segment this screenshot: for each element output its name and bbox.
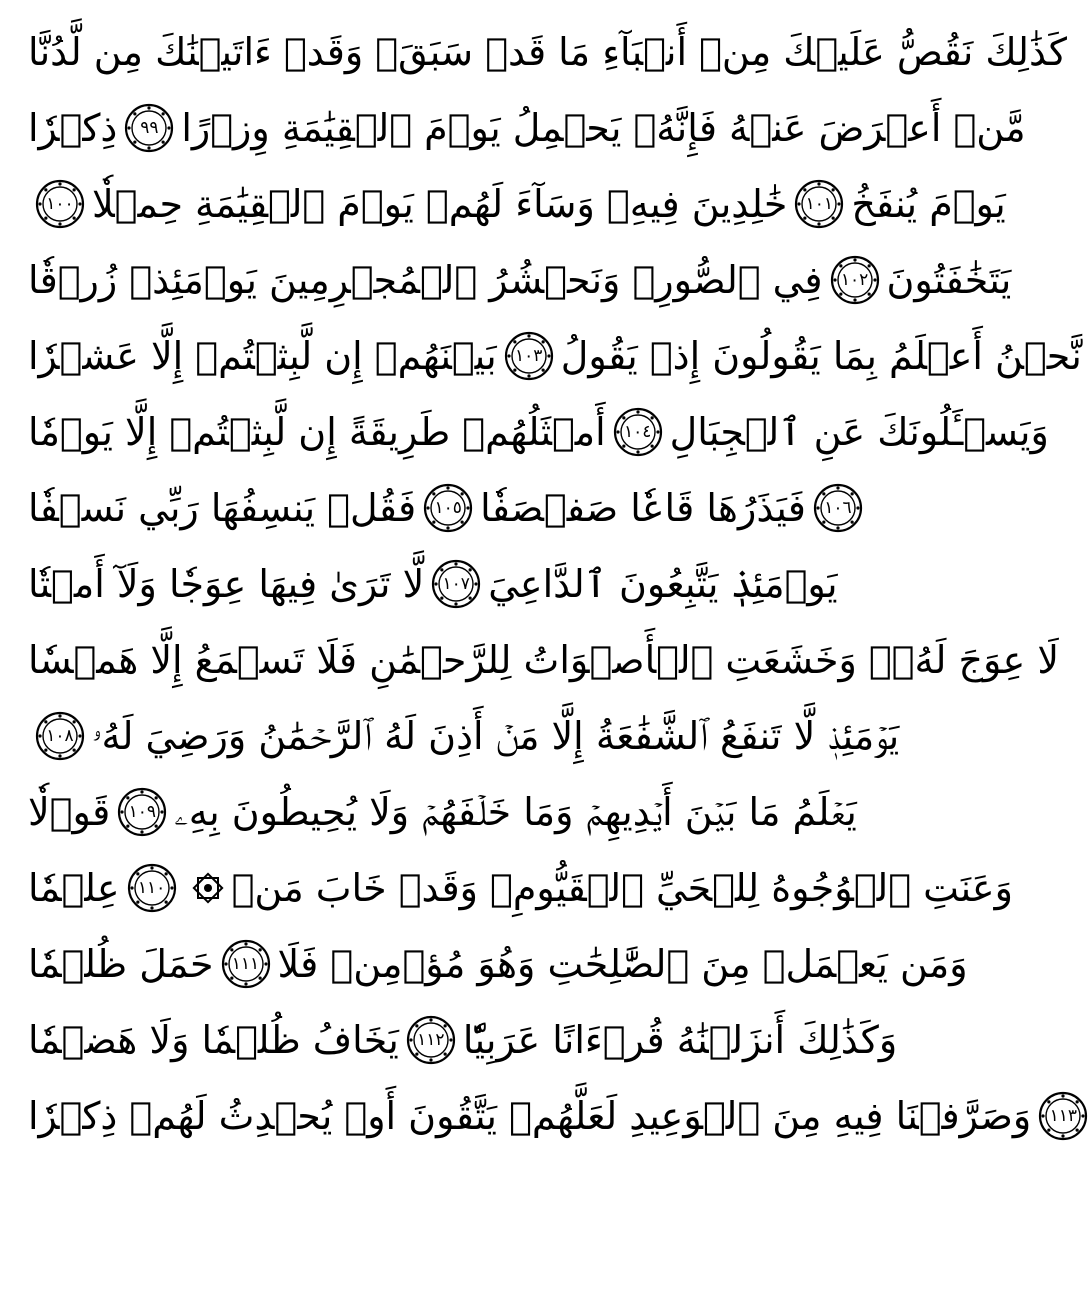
verse-text: يَوۡمَئِذٖ يَتَّبِعُونَ ٱلدَّاعِيَ	[488, 562, 838, 606]
text-line	[28, 166, 1006, 242]
ayah-number: ١١٣	[1049, 1105, 1077, 1126]
verse-text: كَذَٰلِكَ نَقُصُّ عَلَيۡكَ مِنۡ أَنۢبَآءِ مَا قَدۡ سَبَقَۚ وَقَدۡ ءَاتَيۡنَٰكَ مِن لَّدُنَّا	[28, 30, 1067, 74]
text-line	[28, 622, 1060, 698]
verse-text: يَتَخَٰفَتُونَ	[886, 258, 1012, 302]
ayah-number-marker	[793, 178, 845, 230]
ayah-number: ١٠٩	[128, 801, 156, 822]
rub-el-hizb-icon	[190, 870, 226, 906]
ayah-number-marker	[503, 330, 555, 382]
ayah-number-marker	[829, 254, 881, 306]
verse-text: وَكَذَٰلِكَ أَنزَلۡنَٰهُ قُرۡءَانًا عَرَبِيّٗا	[462, 1018, 898, 1062]
ayah-number: ١٠٠	[46, 193, 74, 214]
ayah-number: ٩٩	[140, 117, 159, 138]
ayah-number-marker	[430, 558, 482, 610]
verse-text: لَّا تَرَىٰ فِيهَا عِوَجٗا وَلَآ أَمۡتٗا	[28, 562, 425, 606]
ayah-number: ١١٠	[137, 877, 166, 898]
verse-text: فَيَذَرُهَا قَاعٗا صَفۡصَفٗا	[480, 486, 806, 530]
verse-text: نَّحۡنُ أَعۡلَمُ بِمَا يَقُولُونَ إِذۡ يَقُولُ	[560, 334, 1082, 378]
text-line	[28, 394, 1049, 470]
ayah-number: ١٠٦	[824, 497, 852, 518]
verse-text: لَا عِوَجَ لَهُۥۖ وَخَشَعَتِ ٱلۡأَصۡوَاتُ لِلرَّحۡمَٰنِ فَلَا تَسۡمَعُ إِلَّا هَمۡسٗا	[28, 638, 1060, 682]
ayah-number-marker	[34, 178, 86, 230]
text-line	[28, 90, 1026, 166]
text-line	[28, 1002, 898, 1078]
ayah-number: ١١٢	[417, 1029, 445, 1050]
text-line	[28, 14, 1067, 90]
ayah-number: ١١١	[231, 953, 260, 974]
ayah-number-marker	[126, 862, 178, 914]
ayah-number-marker	[220, 938, 272, 990]
text-line	[28, 926, 968, 1002]
ayah-number: ١٠٢	[840, 269, 869, 290]
verse-text: خَٰلِدِينَ فِيهِۖ وَسَآءَ لَهُمۡ يَوۡمَ ٱلۡقِيَٰمَةِ حِمۡلٗا	[92, 182, 788, 226]
ayah-number: ١٠٣	[515, 345, 543, 366]
text-line	[28, 546, 838, 622]
text-line	[28, 242, 1012, 318]
ayah-number-marker	[123, 102, 175, 154]
text-line	[28, 1078, 1077, 1154]
verse-text: مَّنۡ أَعۡرَضَ عَنۡهُ فَإِنَّهُۥ يَحۡمِلُ يَوۡمَ ٱلۡقِيَٰمَةِ وِزۡرًا	[181, 106, 1026, 150]
verse-text: وَيَسۡـَٔلُونَكَ عَنِ ٱلۡجِبَالِ	[669, 410, 1049, 454]
ayah-number-marker	[34, 710, 86, 762]
ayah-number: ١٠١	[805, 193, 834, 214]
verse-text: بَيۡنَهُمۡ إِن لَّبِثۡتُمۡ إِلَّا عَشۡرٗا	[28, 334, 497, 378]
verse-text: يَوۡمَ يُنفَخُ	[851, 182, 1006, 226]
verse-text: وَعَنَتِ ٱلۡوُجُوهُ لِلۡحَيِّ ٱلۡقَيُّومِۖ وَقَدۡ خَابَ مَنۡ	[231, 866, 1013, 910]
text-line	[28, 850, 1013, 926]
ayah-number-marker	[405, 1014, 457, 1066]
verse-text: حَمَلَ ظُلۡمٗا	[28, 942, 214, 986]
verse-text: يَعۡلَمُ مَا بَيۡنَ أَيۡدِيهِمۡ وَمَا خَلۡفَهُمۡ وَلَا يُحِيطُونَ بِهِۦ	[174, 790, 857, 834]
verse-text: أَمۡثَلُهُمۡ طَرِيقَةً إِن لَّبِثۡتُمۡ إِلَّا يَوۡمٗا	[28, 410, 606, 454]
ayah-number: ١٠٥	[434, 497, 462, 518]
ayah-number-marker	[422, 482, 474, 534]
text-line	[28, 318, 1082, 394]
ayah-number: ١٠٨	[46, 725, 74, 746]
ayah-number-marker	[612, 406, 664, 458]
verse-text: فَقُلۡ يَنسِفُهَا رَبِّي نَسۡفٗا	[28, 486, 417, 530]
verse-text: عِلۡمٗا	[28, 866, 120, 910]
text-line	[28, 470, 852, 546]
ayah-number: ١٠٧	[442, 573, 470, 594]
verse-text: ذِكۡرٗا	[28, 106, 118, 150]
ayah-number-marker	[116, 786, 168, 838]
verse-text: يَوۡمَئِذٖ لَّا تَنفَعُ ٱلشَّفَٰعَةُ إِلَّا مَنۡ أَذِنَ لَهُ ٱلرَّحۡمَٰنُ وَرَضِيَ لَهُۥ	[92, 714, 900, 758]
verse-text: وَمَن يَعۡمَلۡ مِنَ ٱلصَّٰلِحَٰتِ وَهُوَ مُؤۡمِنٞ فَلَا	[277, 942, 968, 986]
ayah-number: ١٠٤	[623, 421, 652, 442]
text-line	[28, 698, 900, 774]
ayah-number-marker	[1037, 1090, 1089, 1142]
verse-text: يَخَافُ ظُلۡمٗا وَلَا هَضۡمٗا	[28, 1018, 399, 1062]
verse-text: فِي ٱلصُّورِۚ وَنَحۡشُرُ ٱلۡمُجۡرِمِينَ يَوۡمَئِذٖ زُرۡقٗا	[28, 258, 823, 302]
ayah-number-marker	[812, 482, 864, 534]
verse-text: وَصَرَّفۡنَا فِيهِ مِنَ ٱلۡوَعِيدِ لَعَلَّهُمۡ يَتَّقُونَ أَوۡ يُحۡدِثُ لَهُمۡ ذِكۡرٗا	[28, 1094, 1032, 1138]
verse-text: قَوۡلٗا	[28, 790, 111, 834]
text-line	[28, 774, 857, 850]
rub-el-hizb-marker	[190, 870, 226, 906]
